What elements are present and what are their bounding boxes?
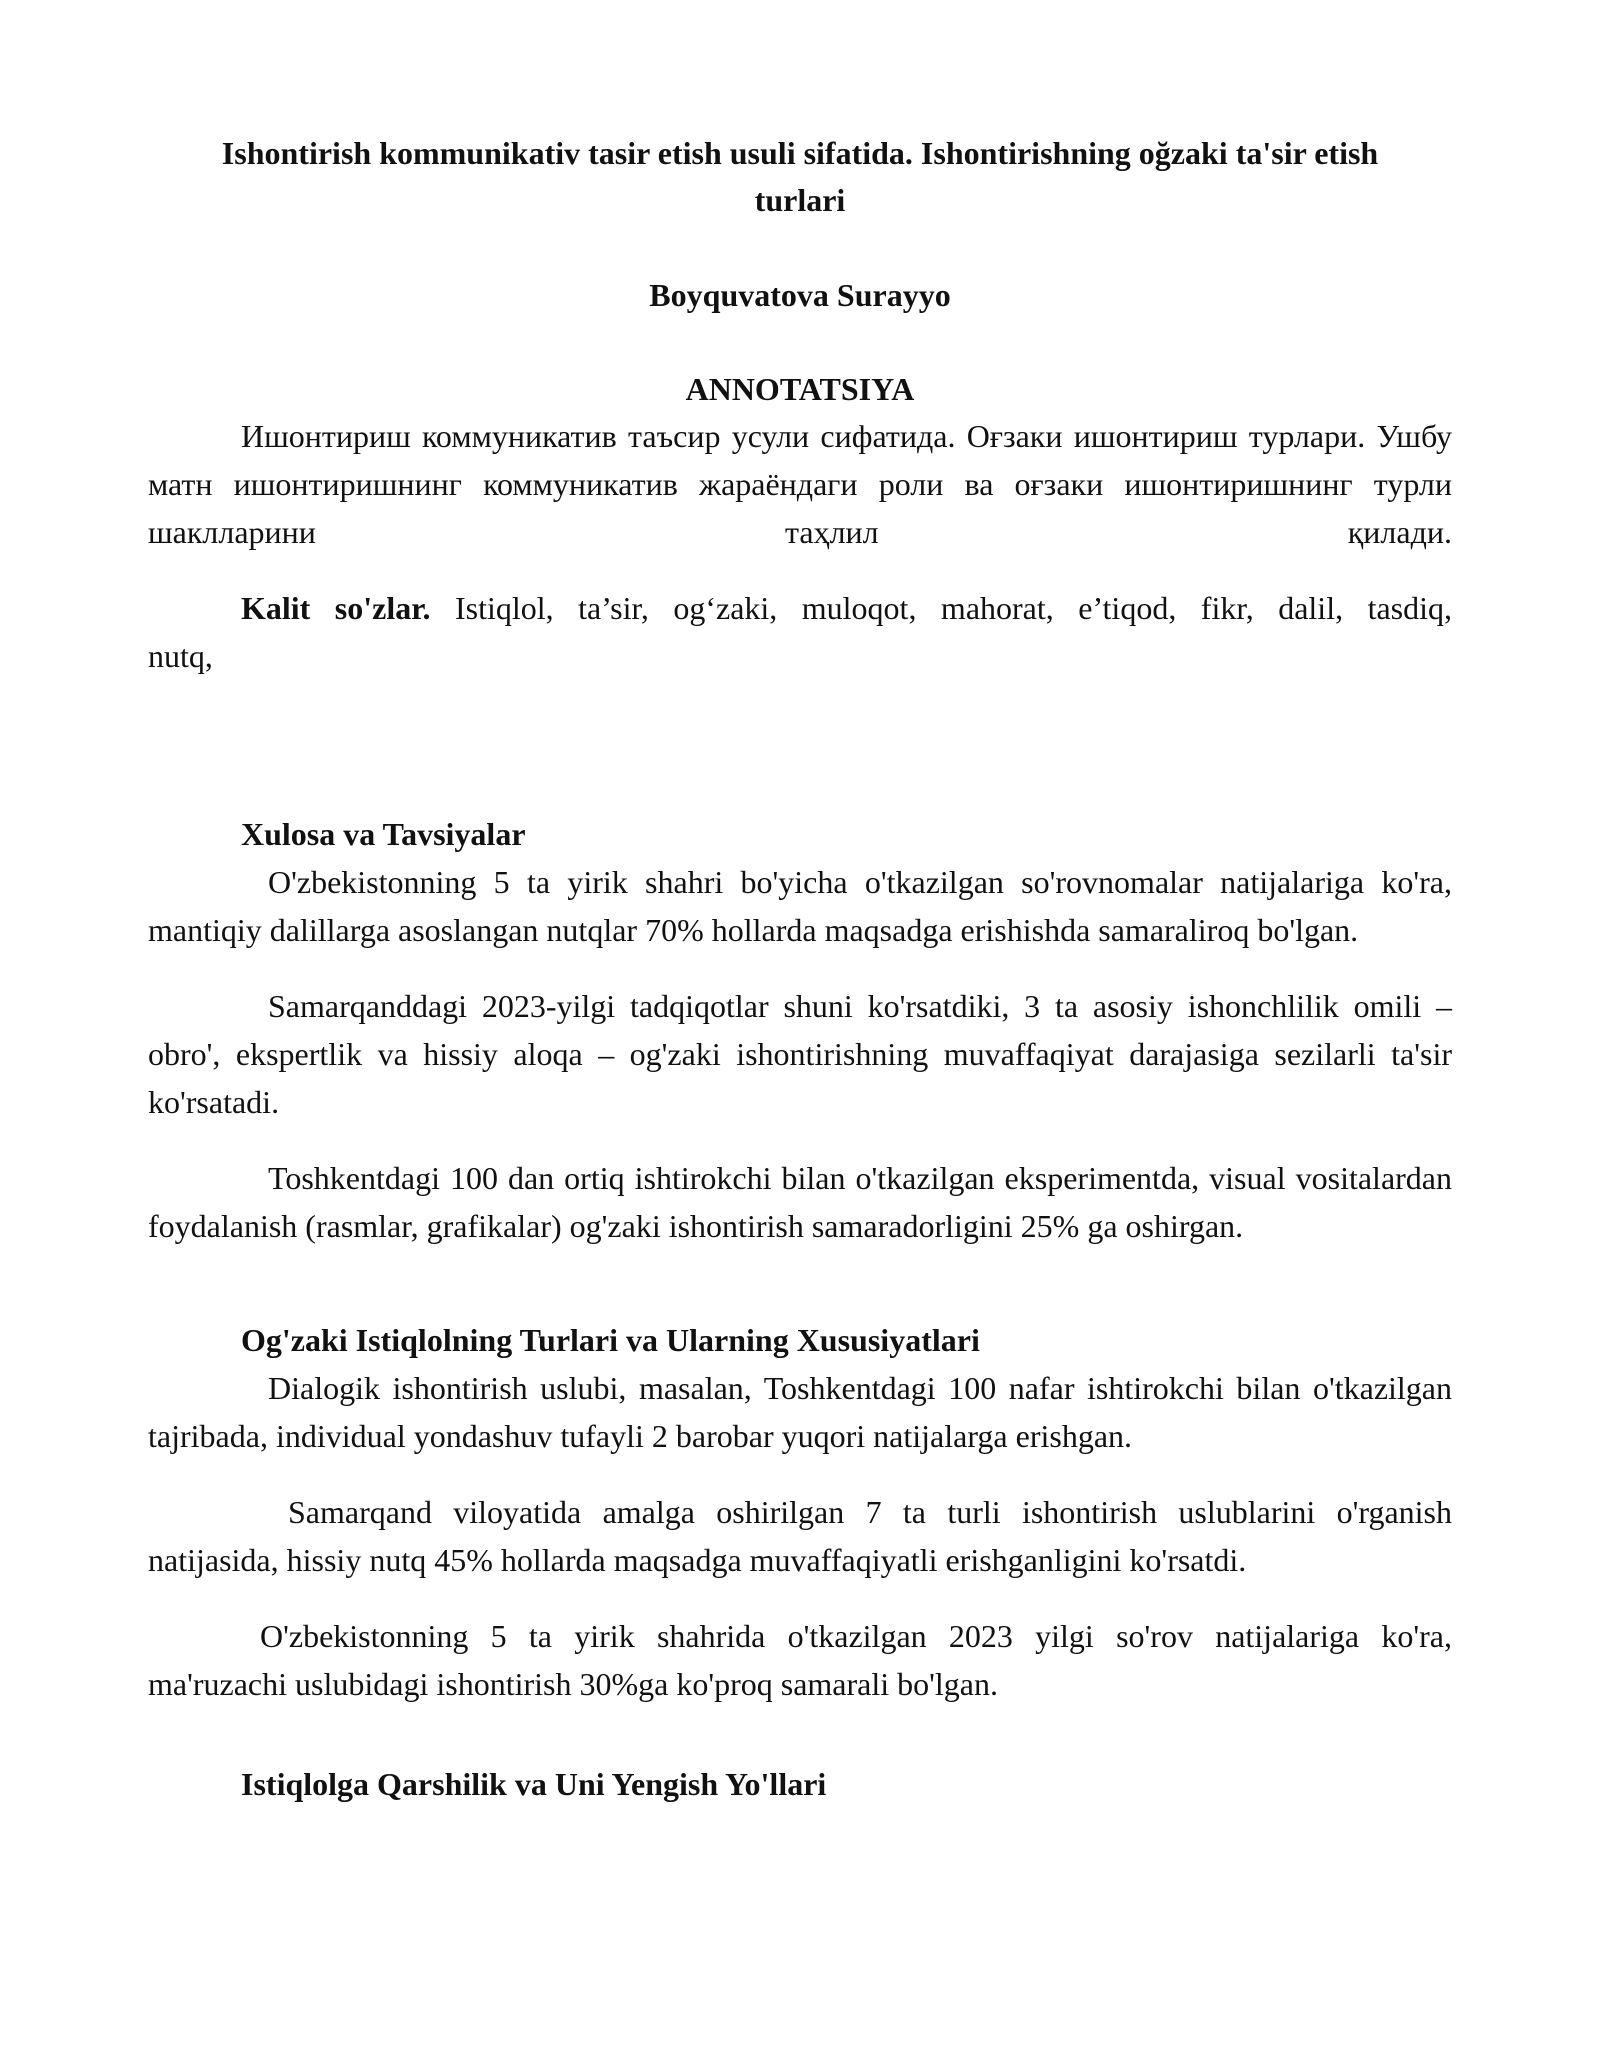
- paragraph: Samarqanddagi 2023-yilgi tadqiqotlar shuni ko'rsatdiki, 3 ta asosiy ishonchlilik omili – obro', ekspertlik va hissiy aloqa – og'zaki ishontirishning muvaffaqiyat darajasiga sezilarli ta'sir ko'rsatadi.: [148, 988, 1452, 1120]
- keywords-paragraph: [148, 584, 1452, 680]
- document-title: Ishontirish kommunikativ tasir etish usuli sifatida. Ishontirishning oğzaki ta'sir etish turlari: [221, 135, 1379, 218]
- section-heading-oral-types: Og'zaki Istiqlolning Turlari va Ularning Xususiyatlari: [241, 1322, 980, 1358]
- annotation-heading: ANNOTATSIYA: [685, 371, 915, 407]
- keywords-label: Kalit so'zlar.: [241, 590, 431, 626]
- paragraph: O'zbekistonning 5 ta yirik shahrida o'tkazilgan 2023 yilgi so'rov natijalariga ko'ra, ma'ruzachi uslubidagi ishontirish 30%ga ko'proq samarali bo'lgan.: [148, 1618, 1452, 1702]
- section-heading-conclusions: Xulosa va Tavsiyalar: [241, 816, 526, 852]
- paragraph: Dialogik ishontirish uslubi, masalan, Toshkentdagi 100 nafar ishtirokchi bilan o'tkazilgan tajribada, individual yondashuv tufayli 2 barobar yuqori natijalarga erishgan.: [148, 1370, 1452, 1454]
- annotation-text: Ишонтириш коммуникатив таъсир усули сифатида. Оғзаки ишонтириш турлари. Ушбу матн ишонтиришнинг коммуникатив жараёндаги роли ва оғзаки ишонтиришнинг турли шаклларини таҳлил қилади.: [148, 418, 1452, 550]
- paragraph: O'zbekistonning 5 ta yirik shahri bo'yicha o'tkazilgan so'rovnomalar natijalariga ko'ra, mantiqiy dalillarga asoslangan nutqlar 70% hollarda maqsadga erishishda samaraliroq bo'lgan.: [148, 864, 1452, 948]
- section-heading-resistance: Istiqlolga Qarshilik va Uni Yengish Yo'llari: [241, 1766, 827, 1802]
- author-name: Boyquvatova Surayyo: [649, 277, 951, 313]
- paragraph: Toshkentdagi 100 dan ortiq ishtirokchi bilan o'tkazilgan eksperimentda, visual vositalardan foydalanish (rasmlar, grafikalar) og'zaki ishontirish samaradorligini 25% ga oshirgan.: [148, 1160, 1452, 1244]
- keywords-text: Istiqlol, ta’sir, og‘zaki, muloqot, mahorat, e’tiqod, fikr, dalil, tasdiq, nutq,: [148, 590, 1453, 674]
- paragraph: Samarqand viloyatida amalga oshirilgan 7 ta turli ishontirish uslublarini o'rganish natijasida, hissiy nutq 45% hollarda maqsadga muvaffaqiyatli erishganligini ko'rsatdi.: [148, 1494, 1452, 1578]
